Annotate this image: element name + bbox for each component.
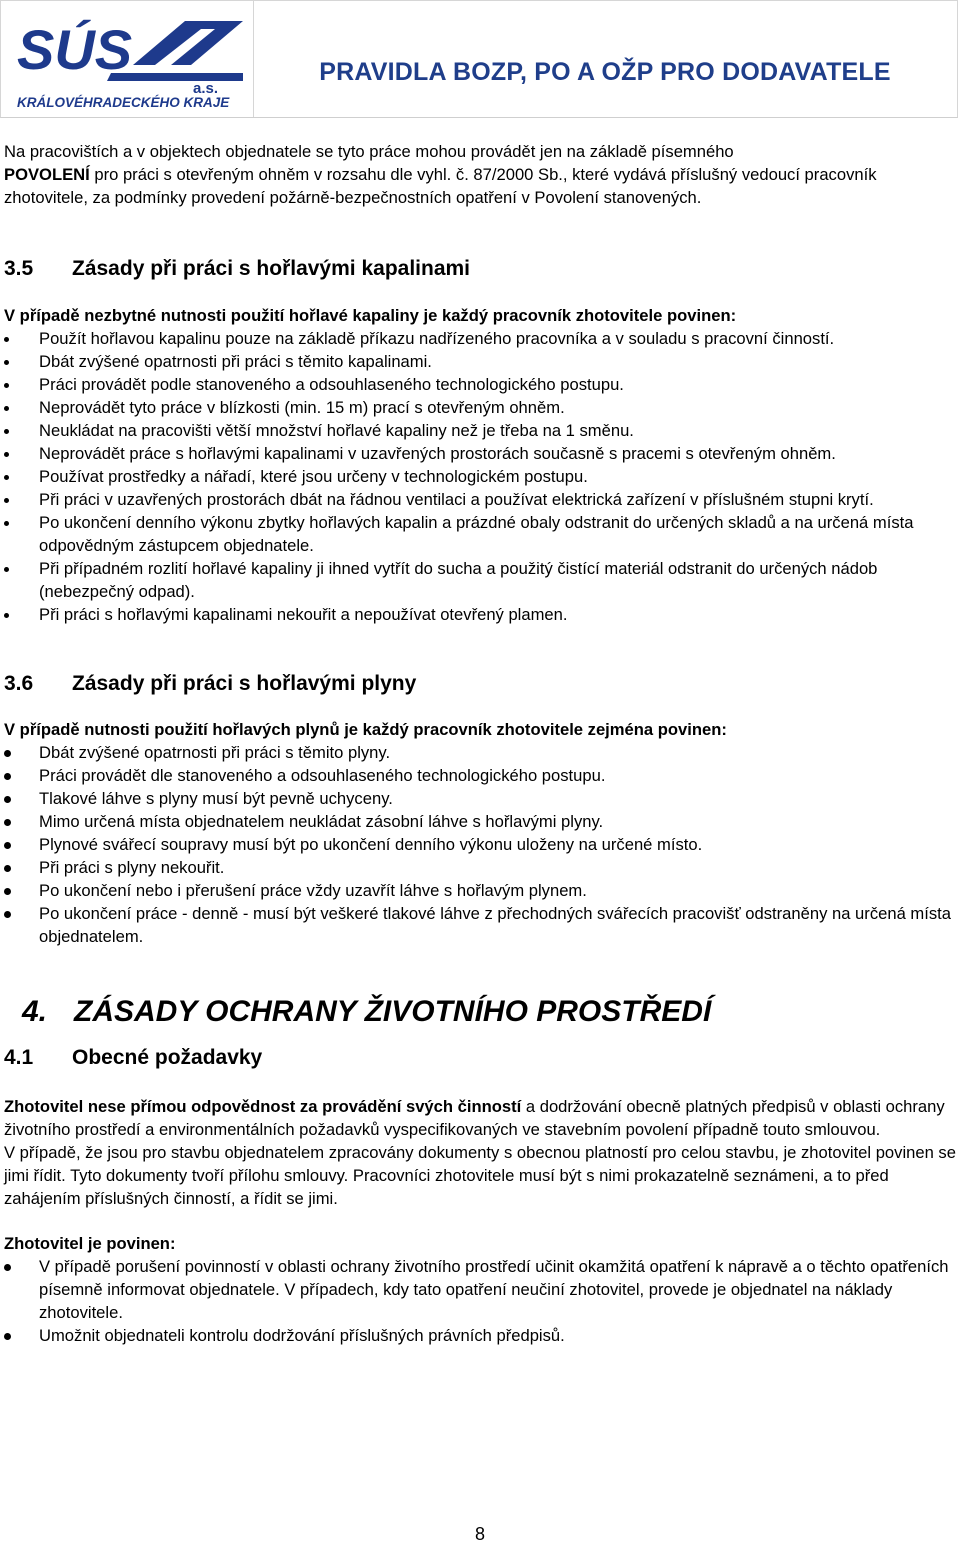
document-title: PRAVIDLA BOZP, PO A OŽP PRO DODAVATELE: [319, 57, 891, 86]
list-item: Dbát zvýšené opatrnosti při práci s těmito kapalinami.: [4, 350, 956, 373]
section-4-1-lead: Zhotovitel je povinen:: [4, 1234, 176, 1253]
list-item: Neprovádět práce s hořlavými kapalinami v uzavřených prostorách současně s pracemi s otevřeným ohněm.: [4, 442, 956, 465]
company-logo: [1, 1, 254, 117]
list-item: Neprovádět tyto práce v blízkosti (min. 15 m) prací s otevřeným ohněm.: [4, 396, 956, 419]
list-item: Dbát zvýšené opatrnosti při práci s těmito plyny.: [4, 741, 956, 764]
section-3-5-lead: V případě nezbytné nutnosti použití hořlavé kapaliny je každý pracovník zhotovitele povinen:: [4, 306, 737, 325]
list-item: Neukládat na pracovišti větší množství hořlavé kapaliny než je třeba na 1 směnu.: [4, 419, 956, 442]
list-item: Plynové svářecí soupravy musí být po ukončení denního výkonu uloženy na určené místo.: [4, 833, 956, 856]
list-item: Používat prostředky a nářadí, které jsou určeny v technologickém postupu.: [4, 465, 956, 488]
list-item: Mimo určená místa objednatelem neukládat zásobní láhve s hořlavými plyny.: [4, 810, 956, 833]
list-item: Tlakové láhve s plyny musí být pevně uchyceny.: [4, 787, 956, 810]
svg-text:a.s.: a.s.: [193, 80, 219, 97]
list-item: Práci provádět podle stanoveného a odsouhlaseného technologického postupu.: [4, 373, 956, 396]
list-item: Umožnit objednateli kontrolu dodržování příslušných právních předpisů.: [4, 1324, 956, 1347]
list-item: Při případném rozlití hořlavé kapaliny ji ihned vytřít do sucha a použitý čistící materiál odstranit do určených nádob (nebezpečný odpad).: [4, 557, 956, 603]
page-header: [0, 0, 958, 118]
section-4-1-list: [4, 1255, 956, 1347]
section-3-6-lead: V případě nutnosti použití hořlavých plynů je každý pracovník zhotovitele zejména povinen:: [4, 720, 727, 739]
section-4-1-paragraph-2: V případě, že jsou pro stavbu objednatelem zpracovány dokumenty s obecnou platností pro celou stavbu, je zhotovitel povinen se jimi řídit. Tyto dokumenty tvoří přílohu smlouvy. Pracovníci zhotovitele musí být s nimi prokazatelně seznámeni, a to před zahájením příslušných činností, a řídit se jimi.: [4, 1143, 956, 1208]
list-item: Práci provádět dle stanoveného a odsouhlaseného technologického postupu.: [4, 764, 956, 787]
svg-text:SÚS: SÚS: [17, 18, 133, 81]
list-item: Při práci s plyny nekouřit.: [4, 856, 956, 879]
sus-logo-icon: [15, 7, 243, 113]
list-item: Při práci v uzavřených prostorách dbát na řádnou ventilaci a používat elektrická zařízení v příslušném stupni krytí.: [4, 488, 956, 511]
list-item: Použít hořlavou kapalinu pouze na základě příkazu nadřízeného pracovníka a v souladu s pracovní činností.: [4, 327, 956, 350]
list-item: Při práci s hořlavými kapalinami nekouřit a nepoužívat otevřený plamen.: [4, 603, 956, 626]
list-item: Po ukončení denního výkonu zbytky hořlavých kapalin a prázdné obaly odstranit do určených skladů a na určená místa odpovědným zástupcem objednatele.: [4, 511, 956, 557]
section-3-5-list: [4, 327, 956, 626]
page-number: 8: [474, 1524, 485, 1544]
section-3-5-heading: 3.5 Zásady při práci s hořlavými kapalinami: [4, 257, 471, 280]
section-3-6-list: [4, 741, 956, 948]
list-item: Po ukončení práce - denně - musí být veškeré tlakové láhve z přechodných svářecích pracovišť odstraněny na určená místa objednatelem.: [4, 902, 956, 948]
list-item: Po ukončení nebo i přerušení práce vždy uzavřít láhve s hořlavým plynem.: [4, 879, 956, 902]
section-4-1-paragraph-1: Zhotovitel nese přímou odpovědnost za provádění svých činností a dodržování obecně platných předpisů v oblasti ochrany životního prostředí a environmentálních požadavků vyspecifikovaných ve stavebním povolení případně touto smlouvou.: [4, 1097, 945, 1139]
intro-paragraph: Na pracovištích a v objektech objednatele se tyto práce mohou provádět jen na základě písemného POVOLENÍ pro práci s otevřeným ohněm v rozsahu dle vyhl. č. 87/2000 Sb., které vydává příslušný vedoucí pracovník zhotovitele, za podmínky provedení požárně-bezpečnostních opatření v Povolení stanovených.: [4, 142, 877, 207]
document-body: [4, 140, 956, 1347]
section-4-1-heading: 4.1 Obecné požadavky: [4, 1046, 263, 1069]
svg-text:KRÁLOVÉHRADECKÉHO KRAJE: KRÁLOVÉHRADECKÉHO KRAJE: [17, 95, 230, 110]
section-3-6-heading: 3.6 Zásady při práci s hořlavými plyny: [4, 672, 417, 695]
section-4-heading: 4. ZÁSADY OCHRANY ŽIVOTNÍHO PROSTŘEDÍ: [22, 995, 712, 1028]
list-item: V případě porušení povinností v oblasti ochrany životního prostředí učinit okamžitá opatření k nápravě a o těchto opatřeních písemně informovat objednatele. V případech, kdy tato opatření neučiní zhotovitel, provede je objednatel na náklady zhotovitele.: [4, 1255, 956, 1324]
